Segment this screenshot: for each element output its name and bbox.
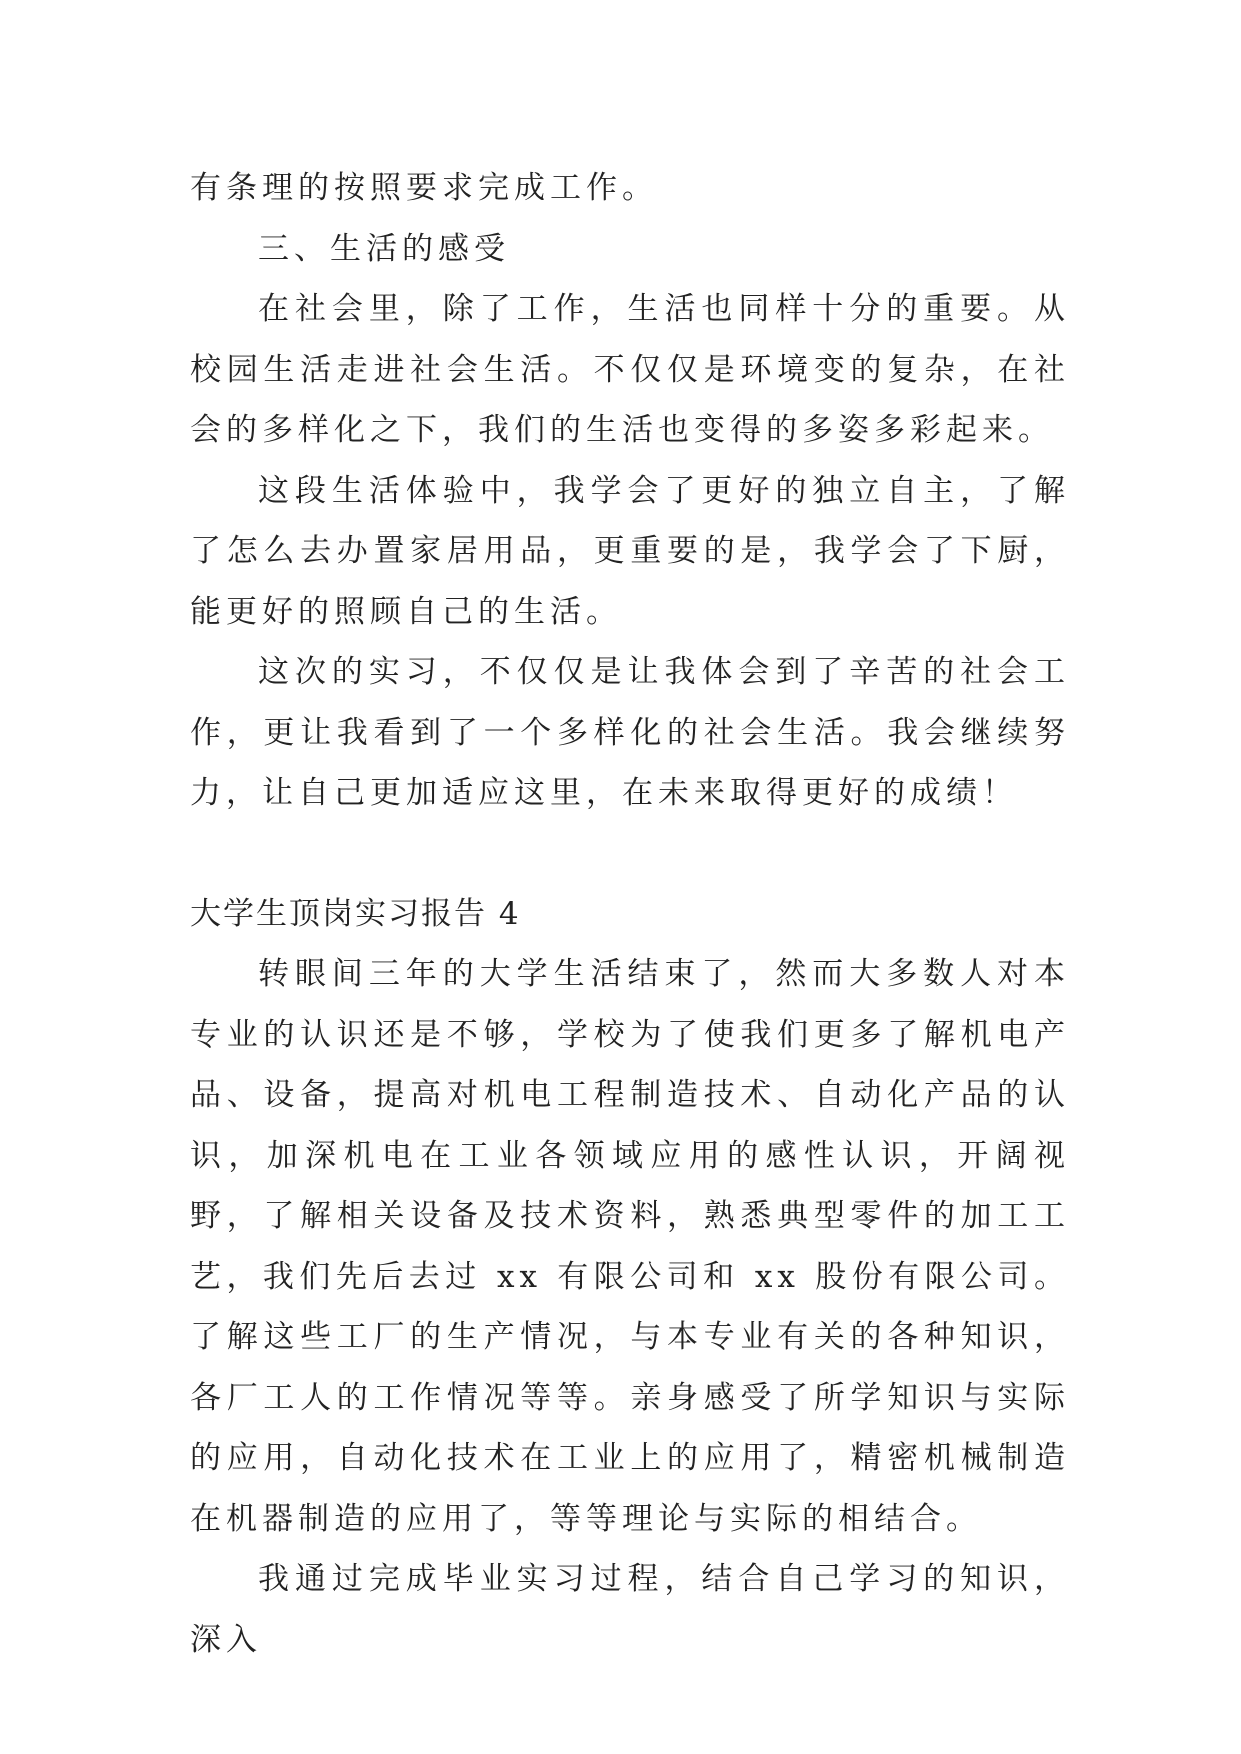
report-title: 大学生顶岗实习报告 4 (190, 895, 521, 932)
body-paragraph: 这段生活体验中，我学会了更好的独立自主，了解了怎么去办置家居用品，更重要的是，我学会了下厨，能更好的照顾自己的生活。 (190, 472, 1070, 630)
continued-paragraph: 有条理的按照要求完成工作。 (190, 170, 658, 206)
body-paragraph: 转眼间三年的大学生活结束了，然而大多数人对本专业的认识还是不够，学校为了使我们更多了解机电产品、设备，提高对机电工程制造技术、自动化产品的认识，加深机电在工业各领域应用的感性认识，开阔视野，了解相关设备及技术资料，熟悉典型零件的加工工艺，我们先后去过 xx 有限公司和 xx 股份有限公司。了解这些工厂的生产情况，与本专业有关的各种知识，各厂工人的工作情况等等。亲身感受了所学知识与实际的应用，自动化技术在工业上的应用了，精密机械制造在机器制造的应用了，等等理论与实际的相结合。 (190, 956, 1070, 1537)
paragraph-spacer (190, 824, 1070, 884)
document-body (190, 158, 1070, 1670)
body-paragraph: 这次的实习，不仅仅是让我体会到了辛苦的社会工作，更让我看到了一个多样化的社会生活。我会继续努力，让自己更加适应这里，在未来取得更好的成绩！ (190, 654, 1070, 811)
body-paragraph: 在社会里，除了工作，生活也同样十分的重要。从校园生活走进社会生活。不仅仅是环境变的复杂，在社会的多样化之下，我们的生活也变得的多姿多彩起来。 (190, 291, 1070, 448)
section-heading: 三、生活的感受 (258, 230, 510, 267)
body-paragraph: 我通过完成毕业实习过程，结合自己学习的知识，深入 (190, 1561, 1070, 1658)
